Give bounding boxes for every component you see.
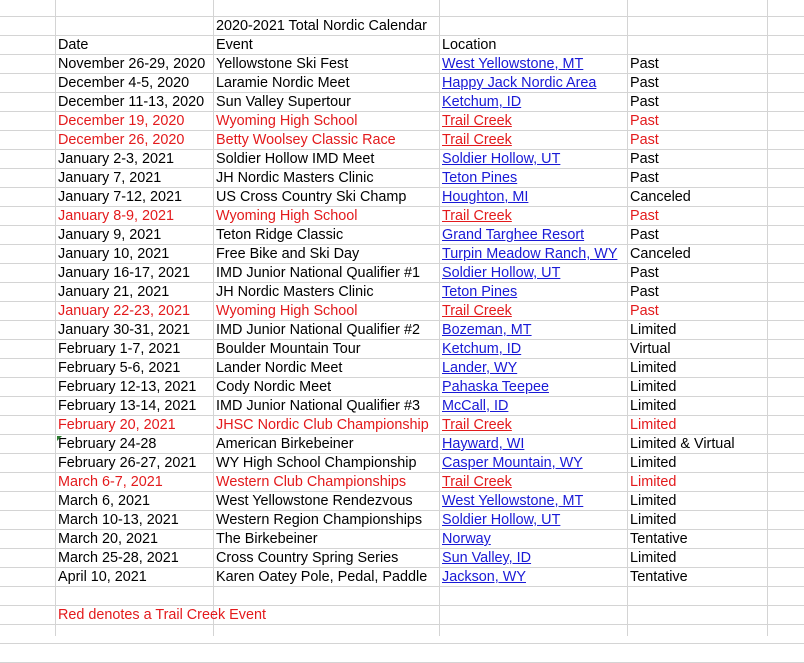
status-cell[interactable]: Past	[630, 132, 659, 148]
event-date-cell[interactable]: January 7-12, 2021	[58, 189, 183, 205]
status-cell[interactable]: Canceled	[630, 189, 691, 205]
status-cell[interactable]: Limited	[630, 474, 677, 490]
event-date-cell[interactable]: February 26-27, 2021	[58, 455, 197, 471]
location-link[interactable]: Soldier Hollow, UT	[442, 151, 561, 167]
location-link[interactable]: Jackson, WY	[442, 569, 526, 585]
status-cell[interactable]: Limited	[630, 379, 677, 395]
event-name-cell[interactable]: Laramie Nordic Meet	[216, 75, 350, 91]
event-date-cell[interactable]: January 16-17, 2021	[58, 265, 191, 281]
status-cell[interactable]: Past	[630, 151, 659, 167]
event-name-cell[interactable]: Soldier Hollow IMD Meet	[216, 151, 375, 167]
status-cell[interactable]: Limited	[630, 455, 677, 471]
event-date-cell[interactable]: December 26, 2020	[58, 132, 185, 148]
column-gridline	[767, 0, 768, 636]
header-date[interactable]: Date	[58, 37, 89, 53]
location-link[interactable]: Trail Creek	[442, 113, 512, 129]
column-gridline	[55, 0, 56, 636]
status-cell[interactable]: Past	[630, 75, 659, 91]
event-name-cell[interactable]: IMD Junior National Qualifier #1	[216, 265, 420, 281]
location-link[interactable]: Sun Valley, ID	[442, 550, 532, 566]
location-link[interactable]: Bozeman, MT	[442, 322, 532, 338]
event-name-cell[interactable]: IMD Junior National Qualifier #3	[216, 398, 420, 414]
location-link[interactable]: Teton Pines	[442, 284, 518, 300]
location-link[interactable]: Trail Creek	[442, 474, 512, 490]
event-name-cell[interactable]: IMD Junior National Qualifier #2	[216, 322, 420, 338]
status-cell[interactable]: Past	[630, 208, 659, 224]
status-cell[interactable]: Limited	[630, 398, 677, 414]
column-gridline	[213, 0, 214, 636]
event-date-cell[interactable]: January 10, 2021	[58, 246, 170, 262]
event-name-cell[interactable]: JH Nordic Masters Clinic	[216, 170, 374, 186]
location-link[interactable]: Hayward, WI	[442, 436, 525, 452]
event-name-cell[interactable]: Wyoming High School	[216, 303, 358, 319]
status-cell[interactable]: Limited	[630, 360, 677, 376]
event-name-cell[interactable]: Karen Oatey Pole, Pedal, Paddle	[216, 569, 428, 585]
location-link[interactable]: McCall, ID	[442, 398, 509, 414]
event-name-cell[interactable]: The Birkebeiner	[216, 531, 318, 547]
legend-note[interactable]: Red denotes a Trail Creek Event	[58, 607, 266, 623]
location-link[interactable]: Soldier Hollow, UT	[442, 265, 561, 281]
event-date-cell[interactable]: February 13-14, 2021	[58, 398, 197, 414]
event-date-cell[interactable]: January 8-9, 2021	[58, 208, 175, 224]
event-date-cell[interactable]: January 30-31, 2021	[58, 322, 191, 338]
event-date-cell[interactable]: February 5-6, 2021	[58, 360, 181, 376]
event-name-cell[interactable]: Wyoming High School	[216, 113, 358, 129]
location-link[interactable]: Casper Mountain, WY	[442, 455, 583, 471]
event-date-cell[interactable]: March 6-7, 2021	[58, 474, 163, 490]
event-name-cell[interactable]: JH Nordic Masters Clinic	[216, 284, 374, 300]
event-name-cell[interactable]: American Birkebeiner	[216, 436, 354, 452]
event-name-cell[interactable]: Western Region Championships	[216, 512, 423, 528]
location-link[interactable]: Soldier Hollow, UT	[442, 512, 561, 528]
event-name-cell[interactable]: JHSC Nordic Club Championship	[216, 417, 429, 433]
location-link[interactable]: Trail Creek	[442, 417, 512, 433]
event-date-cell[interactable]: January 9, 2021	[58, 227, 162, 243]
location-link[interactable]: Happy Jack Nordic Area	[442, 75, 597, 91]
status-cell[interactable]: Past	[630, 113, 659, 129]
status-cell[interactable]: Limited	[630, 550, 677, 566]
event-name-cell[interactable]: Free Bike and Ski Day	[216, 246, 360, 262]
status-cell[interactable]: Canceled	[630, 246, 691, 262]
status-cell[interactable]: Past	[630, 284, 659, 300]
event-name-cell[interactable]: Wyoming High School	[216, 208, 358, 224]
status-cell[interactable]: Past	[630, 170, 659, 186]
event-date-cell[interactable]: February 12-13, 2021	[58, 379, 197, 395]
event-name-cell[interactable]: Cross Country Spring Series	[216, 550, 399, 566]
location-link[interactable]: Ketchum, ID	[442, 341, 522, 357]
status-cell[interactable]: Limited	[630, 512, 677, 528]
event-date-cell[interactable]: January 21, 2021	[58, 284, 170, 300]
location-link[interactable]: Turpin Meadow Ranch, WY	[442, 246, 618, 262]
calendar-title[interactable]: 2020-2021 Total Nordic Calendar	[216, 18, 427, 34]
event-date-cell[interactable]: February 24-28	[58, 436, 157, 452]
status-cell[interactable]: Virtual	[630, 341, 671, 357]
event-name-cell[interactable]: Lander Nordic Meet	[216, 360, 343, 376]
location-link[interactable]: Trail Creek	[442, 132, 512, 148]
status-cell[interactable]: Past	[630, 303, 659, 319]
status-cell[interactable]: Past	[630, 56, 659, 72]
status-cell[interactable]: Limited & Virtual	[630, 436, 735, 452]
event-name-cell[interactable]: Boulder Mountain Tour	[216, 341, 361, 357]
event-name-cell[interactable]: Sun Valley Supertour	[216, 94, 351, 110]
event-date-cell[interactable]: March 6, 2021	[58, 493, 150, 509]
event-date-cell[interactable]: November 26-29, 2020	[58, 56, 206, 72]
status-cell[interactable]: Tentative	[630, 569, 688, 585]
status-cell[interactable]: Past	[630, 265, 659, 281]
event-date-cell[interactable]: March 20, 2021	[58, 531, 158, 547]
location-link[interactable]: Grand Targhee Resort	[442, 227, 585, 243]
location-link[interactable]: Pahaska Teepee	[442, 379, 549, 395]
header-event[interactable]: Event	[216, 37, 253, 53]
event-name-cell[interactable]: Cody Nordic Meet	[216, 379, 332, 395]
location-link[interactable]: Trail Creek	[442, 303, 512, 319]
event-name-cell[interactable]: Teton Ridge Classic	[216, 227, 344, 243]
status-cell[interactable]: Limited	[630, 493, 677, 509]
status-cell[interactable]: Limited	[630, 417, 677, 433]
location-link[interactable]: Houghton, MI	[442, 189, 529, 205]
location-link[interactable]: Ketchum, ID	[442, 94, 522, 110]
location-link[interactable]: West Yellowstone, MT	[442, 493, 584, 509]
event-name-cell[interactable]: US Cross Country Ski Champ	[216, 189, 407, 205]
event-date-cell[interactable]: December 19, 2020	[58, 113, 185, 129]
status-cell[interactable]: Past	[630, 227, 659, 243]
header-location[interactable]: Location	[442, 37, 497, 53]
event-date-cell[interactable]: January 22-23, 2021	[58, 303, 191, 319]
event-date-cell[interactable]: January 7, 2021	[58, 170, 162, 186]
event-name-cell[interactable]: Western Club Championships	[216, 474, 407, 490]
event-date-cell[interactable]: March 25-28, 2021	[58, 550, 179, 566]
event-date-cell[interactable]: March 10-13, 2021	[58, 512, 179, 528]
event-name-cell[interactable]: Yellowstone Ski Fest	[216, 56, 349, 72]
event-name-cell[interactable]: West Yellowstone Rendezvous	[216, 493, 413, 509]
comment-indicator[interactable]	[57, 436, 62, 441]
event-date-cell[interactable]: February 20, 2021	[58, 417, 176, 433]
location-link[interactable]: Trail Creek	[442, 208, 512, 224]
event-name-cell[interactable]: Betty Woolsey Classic Race	[216, 132, 396, 148]
location-link[interactable]: Lander, WY	[442, 360, 518, 376]
status-cell[interactable]: Past	[630, 94, 659, 110]
column-gridline	[627, 0, 628, 636]
location-link[interactable]: Norway	[442, 531, 491, 547]
location-link[interactable]: West Yellowstone, MT	[442, 56, 584, 72]
event-date-cell[interactable]: December 11-13, 2020	[58, 94, 205, 110]
row-gridline	[0, 643, 804, 644]
column-gridline	[439, 0, 440, 636]
event-date-cell[interactable]: April 10, 2021	[58, 569, 147, 585]
event-date-cell[interactable]: December 4-5, 2020	[58, 75, 190, 91]
event-date-cell[interactable]: January 2-3, 2021	[58, 151, 175, 167]
event-name-cell[interactable]: WY High School Championship	[216, 455, 417, 471]
location-link[interactable]: Teton Pines	[442, 170, 518, 186]
event-date-cell[interactable]: February 1-7, 2021	[58, 341, 181, 357]
status-cell[interactable]: Limited	[630, 322, 677, 338]
status-cell[interactable]: Tentative	[630, 531, 688, 547]
